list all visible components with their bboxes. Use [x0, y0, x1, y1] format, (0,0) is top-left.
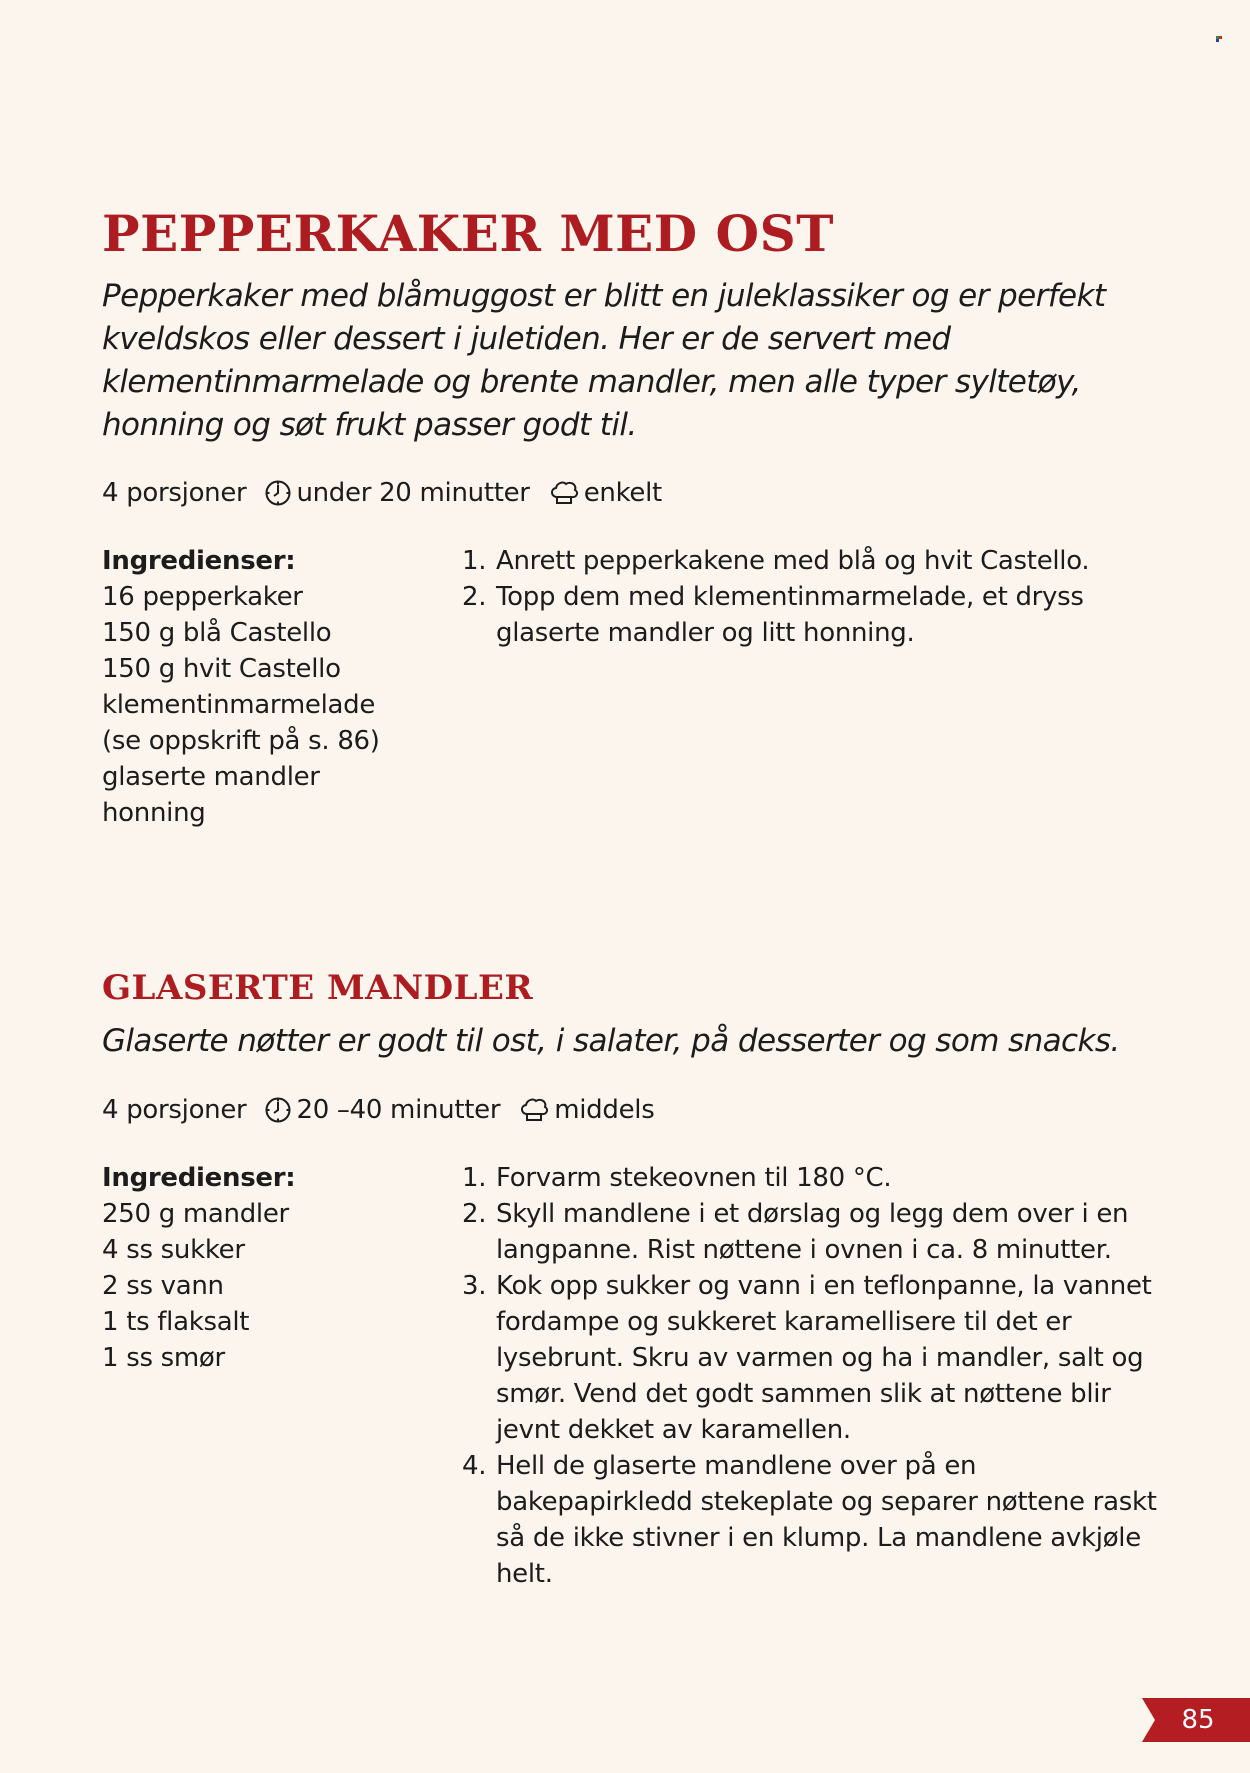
ingredients-list	[102, 1160, 432, 1376]
ingredient-item: klementinmarmelade	[102, 690, 376, 720]
cooking-time: 20 –40 minutter	[296, 1095, 501, 1125]
step-item	[462, 579, 1162, 651]
step-number: 1.	[462, 1163, 487, 1193]
ingredient-item: 16 pepperkaker	[102, 582, 303, 612]
step-number: 2.	[462, 582, 487, 612]
step-text: Anrett pepperkakene med blå og hvit Castello.	[496, 546, 1090, 576]
ingredient-item: 1 ts flaksalt	[102, 1307, 250, 1337]
ingredients-heading: Ingredienser:	[102, 546, 296, 576]
chef-hat-icon	[518, 1097, 550, 1123]
servings: 4 porsjoner	[102, 1095, 247, 1125]
step-text: Forvarm stekeovnen til 180 °C.	[496, 1163, 892, 1193]
ingredients-heading: Ingredienser:	[102, 1163, 296, 1193]
recipe-meta	[102, 478, 662, 508]
chef-hat-icon	[548, 480, 580, 506]
ingredient-item: honning	[102, 798, 206, 828]
ingredient-item: 250 g mandler	[102, 1199, 289, 1229]
difficulty: enkelt	[583, 478, 662, 508]
steps-list	[462, 543, 1162, 651]
steps-list	[462, 1160, 1162, 1592]
step-text: Kok opp sukker og vann i en teflonpanne, la vannet fordampe og sukkeret karamellisere til det er lysebrunt. Skru av varmen og ha i mandler, salt og smør. Vend det godt sammen slik at nøttene blir jevnt dekket av karamellen.	[496, 1271, 1152, 1445]
recipe-intro: Pepperkaker med blåmuggost er blitt en juleklassiker og er perfekt kveldskos eller dessert i juletiden. Her er de servert med klementinmarmelade og brente mandler, men alle typer syltetøy, honning og søt frukt passer godt til.	[102, 278, 1106, 443]
step-number: 4.	[462, 1451, 487, 1481]
step-item	[462, 1160, 1162, 1196]
difficulty: middels	[554, 1095, 655, 1125]
page-number: 85	[1181, 1705, 1215, 1735]
ingredient-item: 2 ss vann	[102, 1271, 224, 1301]
step-item	[462, 1268, 1162, 1448]
step-number: 3.	[462, 1271, 487, 1301]
clock-icon	[264, 479, 292, 507]
ingredient-item: glaserte mandler	[102, 762, 320, 792]
step-item	[462, 1448, 1162, 1592]
cooking-time: under 20 minutter	[296, 478, 530, 508]
recipe-title: GLASERTE MANDLER	[102, 968, 534, 1008]
ingredient-item: 1 ss smør	[102, 1343, 225, 1373]
ingredient-item: 150 g blå Castello	[102, 618, 332, 648]
ingredient-item: (se oppskrift på s. 86)	[102, 726, 380, 756]
step-item	[462, 543, 1162, 579]
step-number: 1.	[462, 546, 487, 576]
recipe-intro: Glaserte nøtter er godt til ost, i salater, på desserter og som snacks.	[102, 1023, 1120, 1059]
ingredients-list	[102, 543, 432, 831]
step-text: Skyll mandlene i et dørslag og legg dem over i en langpanne. Rist nøttene i ovnen i ca. 8 minutter.	[496, 1199, 1129, 1265]
ingredient-item: 4 ss sukker	[102, 1235, 245, 1265]
step-text: Topp dem med klementinmarmelade, et dryss glaserte mandler og litt honning.	[496, 582, 1084, 648]
clock-icon	[264, 1096, 292, 1124]
step-number: 2.	[462, 1199, 487, 1229]
step-text: Hell de glaserte mandlene over på en bakepapirkledd stekeplate og separer nøttene raskt så de ikke stivner i en klump. La mandlene avkjøle helt.	[496, 1451, 1157, 1589]
recipe-title: PEPPERKAKER MED OST	[102, 204, 834, 263]
step-item	[462, 1196, 1162, 1268]
recipe-meta	[102, 1095, 654, 1125]
servings: 4 porsjoner	[102, 478, 247, 508]
ingredient-item: 150 g hvit Castello	[102, 654, 341, 684]
corner-color-marks	[1216, 36, 1224, 42]
